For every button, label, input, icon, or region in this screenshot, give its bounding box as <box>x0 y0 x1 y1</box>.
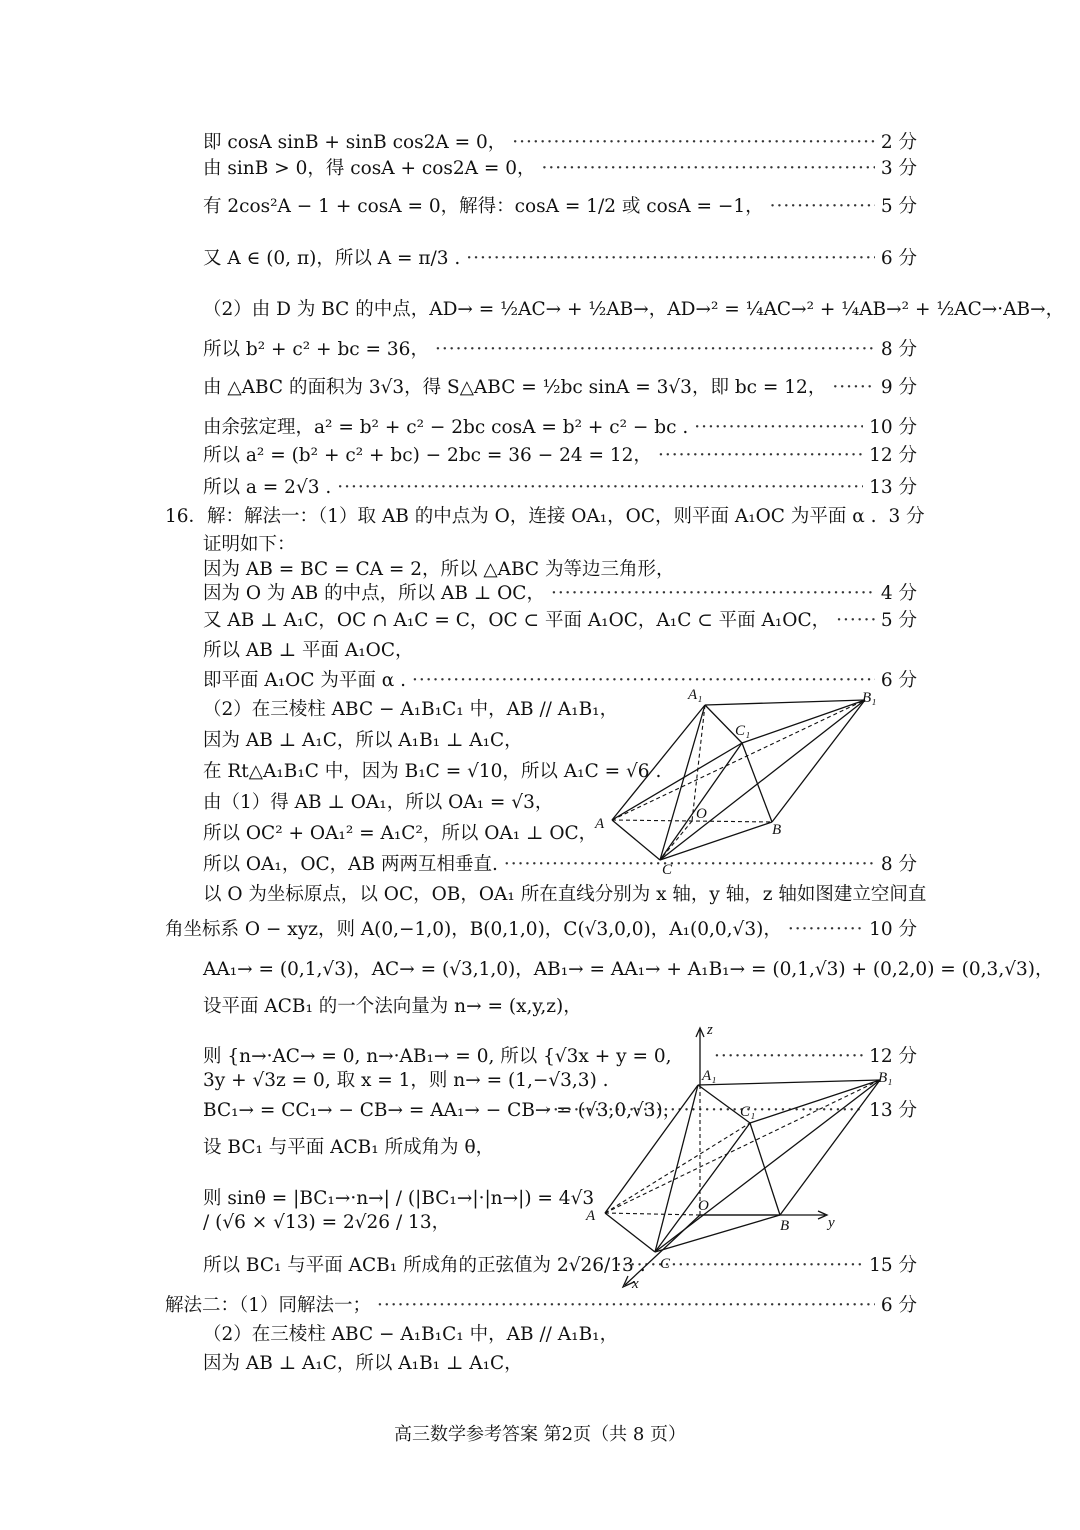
edge-C-C1 <box>660 743 742 860</box>
score-label: 6 分 <box>880 670 917 691</box>
line-text: （2）由 D 为 BC 的中点，AD→ = ½AC→ + ½AB→，AD→² = ¼AC→² + ¼AB→² + ½AC→·AB→， <box>203 299 1065 320</box>
line-text: BC₁→ = CC₁→ − CB→ = AA₁→ − CB→ = (√3,0,√3)， <box>203 1100 682 1121</box>
score-label: 5 分 <box>880 196 917 217</box>
line-text: 则 {n→·AC→ = 0, n→·AB₁→ = 0, 所以 {√3x + y = 0, 3y + √3z = 0, 取 x = 1，则 n→ = (1,−√3,3) . <box>203 1046 672 1091</box>
edge-C-C1 <box>655 1123 750 1252</box>
score-label: 12 分 <box>869 445 917 466</box>
edge-A-C <box>605 1213 655 1252</box>
solution-line <box>203 1352 523 1376</box>
edge-A-B1 <box>612 700 865 820</box>
dot-leader <box>832 376 875 400</box>
solution-line <box>203 1187 598 1235</box>
score-label: 3 分 <box>888 506 925 527</box>
line-text: 因为 AB ⊥ A₁C，所以 A₁B₁ ⊥ A₁C， <box>203 730 523 751</box>
dot-leader <box>512 131 875 155</box>
edge-A-B1 <box>605 1080 880 1213</box>
score-label: 5 分 <box>880 610 917 631</box>
solution-line <box>203 1323 618 1347</box>
solution-line <box>203 609 917 633</box>
solution-line <box>203 298 1064 322</box>
dot-leader <box>466 247 875 271</box>
score-label: 10 分 <box>869 919 917 940</box>
dot-leader <box>377 1294 875 1318</box>
edge-A-O <box>605 1213 700 1215</box>
solution-line <box>203 131 917 155</box>
edge-C1-B1 <box>750 1080 880 1123</box>
line-text: 所以 a = 2√3 . <box>203 477 332 498</box>
line-text: 设平面 ACB₁ 的一个法向量为 n→ = (x,y,z)， <box>203 996 582 1017</box>
label-A1: A₁ <box>688 687 703 703</box>
edge-B-B1 <box>780 1080 880 1215</box>
solution-line <box>203 416 917 440</box>
solution-line <box>203 376 917 400</box>
solution-line <box>203 247 917 271</box>
label-A: A <box>586 1208 596 1224</box>
score-label: 13 分 <box>869 477 917 498</box>
edge-C1-B <box>742 743 772 822</box>
line-text: 由（1）得 AB ⊥ OA₁，所以 OA₁ = √3， <box>203 792 554 813</box>
label-z: z <box>707 1022 713 1038</box>
edge-C1-B <box>750 1123 780 1215</box>
line-text: 所以 a² = (b² + c² + bc) − 2bc = 36 − 24 = 12， <box>203 445 652 466</box>
dot-leader <box>788 918 863 942</box>
line-text: 则 sinθ = |BC₁→·n→| / (|BC₁→|·|n→|) = 4√3 / (√6 × √13) = 2√26 / 13， <box>203 1188 595 1233</box>
line-text: 又 AB ⊥ A₁C，OC ∩ A₁C = C，OC ⊂ 平面 A₁OC，A₁C ⊂ 平面 A₁OC， <box>203 610 831 631</box>
prism-figure-2 <box>580 1020 900 1295</box>
solution-line <box>203 995 582 1019</box>
solution-line <box>203 822 597 846</box>
line-text: 设 BC₁ 与平面 ACB₁ 所成角为 θ， <box>203 1137 495 1158</box>
line-text: （2）在三棱柱 ABC − A₁B₁C₁ 中，AB // A₁B₁， <box>203 699 619 720</box>
score-label: 9 分 <box>880 377 917 398</box>
line-text: 即平面 A₁OC 为平面 α . <box>203 670 406 691</box>
line-text: 有 2cos²A − 1 + cosA = 0，解得：cosA = 1/2 或 cosA = −1， <box>203 196 764 217</box>
solution-line <box>203 533 296 557</box>
edge-A-A1 <box>605 1085 698 1213</box>
score-label: 8 分 <box>880 339 917 360</box>
score-label: 13 分 <box>869 1100 917 1121</box>
line-text: 因为 AB = BC = CA = 2，所以 △ABC 为等边三角形， <box>203 559 675 580</box>
solution-line <box>203 958 1053 982</box>
line-text: 解法二：（1）同解法一； <box>165 1295 372 1316</box>
dot-leader <box>694 416 863 440</box>
edge-C-B <box>655 1215 780 1252</box>
score-label: 2 分 <box>880 132 917 153</box>
line-text: AA₁→ = (0,1,√3)，AC→ = (√3,1,0)，AB₁→ = AA₁→ + A₁B₁→ = (0,1,√3) + (0,2,0) = (0,3,√3)， <box>203 959 1054 980</box>
edge-A-A1 <box>612 705 705 820</box>
solution-line <box>203 698 618 722</box>
line-text: 所以 BC₁ 与平面 ACB₁ 所成角的正弦值为 2√26/13 . <box>203 1255 646 1276</box>
score-label: 15 分 <box>869 1255 917 1276</box>
dot-leader <box>337 476 863 500</box>
line-text: 所以 OA₁，OC，AB 两两互相垂直. <box>203 854 498 875</box>
edge-C1-B1 <box>742 700 865 743</box>
solution-line <box>203 791 553 815</box>
dot-leader <box>551 582 875 606</box>
score-label: 3 分 <box>880 158 917 179</box>
edge-C-B1 <box>655 1080 880 1252</box>
line-text: 证明如下： <box>203 534 296 555</box>
solution-line <box>203 338 917 362</box>
label-A: A <box>595 816 605 832</box>
solution-line <box>165 918 917 942</box>
problem-16-header <box>165 505 925 529</box>
line-text: 以 O 为坐标原点，以 OC，OB，OA₁ 所在直线分别为 x 轴，y 轴，z 轴如图建立空间直 <box>203 884 927 905</box>
line-text: 由 △ABC 的面积为 3√3，得 S△ABC = ½bc sinA = 3√3，即 bc = 12， <box>203 377 827 398</box>
edge-A1-O <box>692 705 705 821</box>
label-C1: C₁ <box>740 1104 756 1120</box>
line-text: 由 sinB > 0，得 cosA + cos2A = 0， <box>203 158 536 179</box>
score-label: 10 分 <box>869 417 917 438</box>
edge-A-C <box>612 820 660 860</box>
label-y: y <box>828 1215 835 1231</box>
dot-leader <box>836 609 875 633</box>
label-O: O <box>696 806 707 822</box>
label-B1: B₁ <box>878 1070 893 1086</box>
line-text: 在 Rt△A₁B₁C 中，因为 B₁C = √10，所以 A₁C = √6 . <box>203 761 662 782</box>
dot-leader <box>542 157 875 181</box>
score-label: 8 分 <box>880 854 917 875</box>
label-A1: A₁ <box>702 1068 717 1084</box>
page-footer: 高三数学参考答案 第2页（共 8 页） <box>393 1424 687 1445</box>
dot-leader <box>435 338 875 362</box>
solution-line <box>203 582 917 606</box>
line-text: 所以 OC² + OA₁² = A₁C²，所以 OA₁ ⊥ OC， <box>203 823 598 844</box>
solution-line <box>203 1136 494 1160</box>
line-text: 16．解：解法一：（1）取 AB 的中点为 O，连接 OA₁，OC，则平面 A₁OC 为平面 α . <box>165 506 877 527</box>
line-text: 因为 O 为 AB 的中点，所以 AB ⊥ OC， <box>203 583 545 604</box>
score-label: 12 分 <box>869 1046 917 1067</box>
label-C1: C₁ <box>735 723 751 739</box>
edge-A1-C <box>660 705 705 860</box>
solution-line <box>203 444 917 468</box>
label-B1: B₁ <box>862 690 877 706</box>
line-text: 所以 AB ⊥ 平面 A₁OC， <box>203 640 414 661</box>
prism-figure-1 <box>590 680 890 880</box>
dot-leader <box>770 195 875 219</box>
solution-line <box>203 639 413 663</box>
line-text: 角坐标系 O − xyz，则 A(0,−1,0)，B(0,1,0)，C(√3,0,0)，A₁(0,0,√3)， <box>165 919 782 940</box>
line-text: 又 A ∈ (0, π)，所以 A = π/3 . <box>203 248 461 269</box>
line-text: 即 cosA sinB + sinB cos2A = 0， <box>203 132 507 153</box>
solution-line <box>203 195 917 219</box>
solution-line <box>165 1294 917 1318</box>
edge-A1-B1 <box>698 1080 880 1085</box>
edge-A1-B1 <box>705 700 865 705</box>
solution-line <box>203 476 917 500</box>
line-text: （2）在三棱柱 ABC − A₁B₁C₁ 中，AB // A₁B₁， <box>203 1324 619 1345</box>
label-x: x <box>632 1276 639 1292</box>
score-label: 6 分 <box>880 1295 917 1316</box>
score-label: 6 分 <box>880 248 917 269</box>
dot-leader <box>658 444 863 468</box>
label-B: B <box>780 1218 790 1234</box>
edge-C-B <box>660 822 772 860</box>
label-B: B <box>772 822 782 838</box>
edge-A-C1 <box>605 1123 750 1213</box>
score-label: 4 分 <box>880 583 917 604</box>
solution-line <box>203 883 926 907</box>
label-C: C <box>662 862 673 878</box>
label-C: C <box>660 1256 671 1272</box>
solution-line <box>203 157 917 181</box>
line-text: 由余弦定理，a² = b² + c² − 2bc cosA = b² + c² − bc . <box>203 417 689 438</box>
solution-line <box>203 729 523 753</box>
line-text: 因为 AB ⊥ A₁C，所以 A₁B₁ ⊥ A₁C， <box>203 1353 523 1374</box>
solution-line <box>203 558 674 582</box>
label-O: O <box>698 1198 709 1214</box>
edge-C-B1 <box>660 700 865 860</box>
edge-A-C1 <box>612 743 742 820</box>
line-text: 所以 b² + c² + bc = 36， <box>203 339 429 360</box>
